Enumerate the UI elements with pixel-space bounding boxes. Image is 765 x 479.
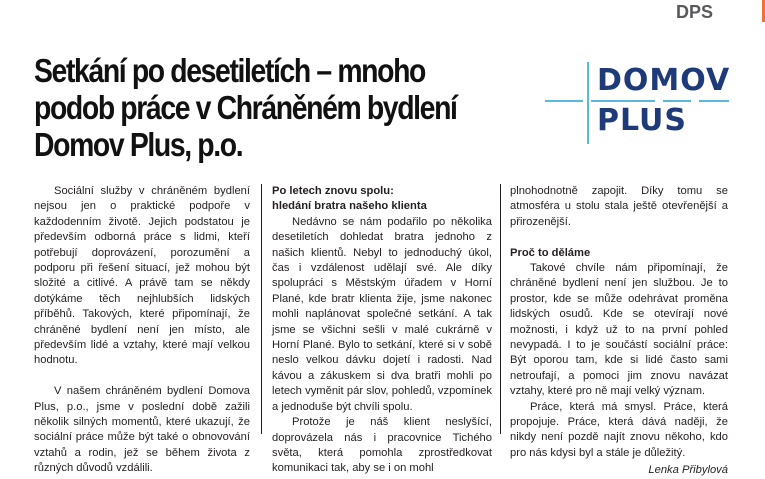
column-divider	[261, 184, 262, 434]
paragraph: V našem chráněném bydlení Domova Plus, p.o., jsme v poslední době zažili několik silných momentů, které ukazují, že sociální práce může být také o obnovování vztahů a rodin, jež se během života z různých důvodů vzdálili.	[34, 385, 250, 475]
author-signature: Lenka Přibylová	[648, 464, 728, 477]
title-line-1: Setkání po desetiletích – mnoho	[34, 52, 426, 89]
paragraph: Práce, která má smysl. Práce, která propojuje. Práce, která dává naději, že nikdy není pozdě najít znovu někoho, kdo pro nás kdysi byl a stále je důležitý.	[510, 400, 728, 459]
column-2	[272, 184, 492, 477]
paragraph: plnohodnotně zapojit. Díky tomu se atmosféra u stolu stala ještě otevřenější a přirozenější.	[510, 185, 728, 228]
subheading-line-1: Po letech znovu spolu:	[272, 185, 394, 197]
logo-horizontal-line	[699, 100, 729, 102]
subheading	[272, 184, 492, 215]
logo-horizontal-line	[545, 100, 583, 102]
domov-plus-logo	[545, 60, 745, 150]
column-1	[34, 184, 250, 477]
article-title	[34, 52, 533, 163]
subheading: Proč to děláme	[510, 246, 591, 259]
title-line-2: podob práce v Chráněném bydlení	[34, 89, 457, 126]
paragraph: Nedávno se nám podařilo po několika desetiletích dohledat bratra jednoho z našich klientů. Nebyl to jednoduchý úkol, čas i vzdálenost udělají své. Ale díky spolupráci s Městským úřadem v Horní Plané, kde bratr klienta žije, jsme nakonec mohli naplánovat společné setkání. A tak jsme se všichni sešli v malé cukrárně v Horní Plané. Bylo to setkání, které si v sobě neslo velkou dávku dojetí i radosti. Nad kávou a zákuskem si dva bratři mohli po letech vyměnit pár slov, pohledů, vzpomínek a jednoduše být chvíli spolu.	[272, 215, 492, 413]
section-tag: DPS	[675, 2, 713, 22]
logo-word-domov: DOMOV	[597, 63, 731, 98]
title-line-3: Domov Plus, p.o.	[34, 126, 243, 163]
column-3	[510, 184, 728, 479]
paragraph: Sociální služby v chráněném bydlení nejsou jen o praktické podpoře v každodenním životě. Jejich podstatou je především odborná práce s lidmi, kteří potřebují doprovázení, porozumění a podporu při řešení situací, jež mohou být složité a citlivé. A právě tam se někdy dotýkáme těch nejhlubších lidských příběhů. Takových, které připomínají, že chráněné bydlení není jen místo, ale především lidé a vztahy, které mají velkou hodnotu.	[34, 185, 250, 367]
subheading-line-2: hledání bratra našeho klienta	[272, 200, 427, 213]
logo-horizontal-line	[663, 100, 691, 102]
paragraph: Protože je náš klient neslyšící, doprovázela nás i pracovnice Tichého světa, která pomohla zprostředkovat komunikaci tak, aby se i on mohl	[272, 416, 492, 475]
logo-horizontal-line	[591, 100, 655, 102]
paragraph: Takové chvíle nám připomínají, že chráněné bydlení není jen službou. Je to prostor, kde se může odehrávat proměna lidských osudů. Kde se otevírají nové možnosti, i když už to na první pohled nevypadá. I to je součástí sociální práce: Být oporou tam, kde si lidé často sami netroufají, a pomoci jim znovu navázat vztahy, které pro ně mají velký význam.	[510, 262, 728, 398]
logo-word-plus: PLUS	[597, 103, 688, 138]
logo-vertical-line	[587, 62, 589, 144]
column-divider	[500, 184, 501, 434]
